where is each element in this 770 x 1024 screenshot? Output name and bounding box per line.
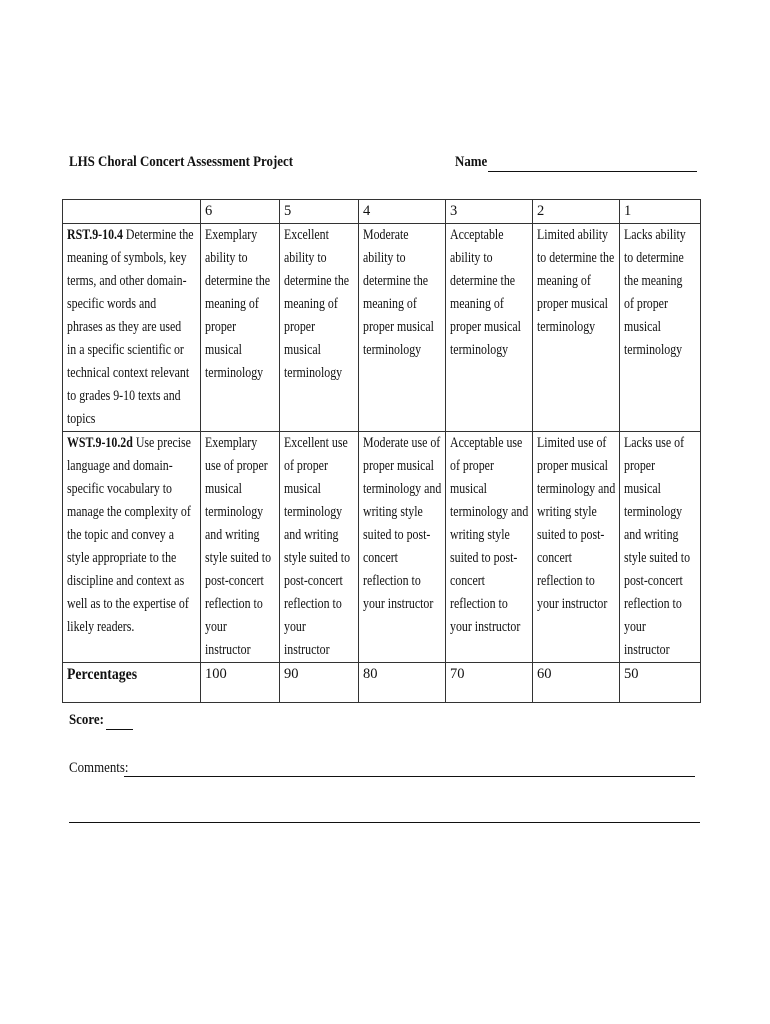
description-line: the topic and convey a xyxy=(67,527,174,543)
description-line: RST.9-10.4 Determine the xyxy=(67,227,194,243)
criteria-line: proper xyxy=(284,319,316,335)
rubric-row-rst xyxy=(63,224,701,432)
description-line: style appropriate to the xyxy=(67,550,177,566)
comments-label: Comments: xyxy=(69,760,129,776)
criteria-line: Limited use of xyxy=(537,435,607,451)
criteria-cell-5 xyxy=(280,224,359,432)
description-line: likely readers. xyxy=(67,619,135,635)
criteria-line: proper musical xyxy=(450,319,521,335)
criteria-line: style suited to xyxy=(205,550,272,566)
percentage-3: 70 xyxy=(446,663,533,703)
criteria-line: to determine xyxy=(624,250,684,266)
criteria-line: your xyxy=(205,619,227,635)
criteria-line: and writing xyxy=(624,527,679,543)
criteria-cell-2 xyxy=(533,432,620,663)
description-line: manage the complexity of xyxy=(67,504,191,520)
standard-description xyxy=(63,432,201,663)
criteria-line: proper musical xyxy=(537,458,608,474)
score-header-row xyxy=(63,200,701,224)
header-empty-cell xyxy=(63,200,201,224)
percentages-row xyxy=(63,663,701,703)
criteria-line: Exemplary xyxy=(205,227,258,243)
criteria-line: your xyxy=(624,619,646,635)
percentage-5: 90 xyxy=(280,663,359,703)
criteria-line: terminology and xyxy=(363,481,442,497)
description-line: WST.9-10.2d Use precise xyxy=(67,435,191,451)
criteria-line: terminology xyxy=(624,504,683,520)
criteria-line: terminology xyxy=(363,342,422,358)
description-line: specific vocabulary to xyxy=(67,481,172,497)
criteria-line: determine the xyxy=(450,273,516,289)
name-label: Name xyxy=(455,154,488,170)
criteria-line: your instructor xyxy=(363,596,434,612)
criteria-line: of proper xyxy=(624,296,668,312)
description-line: terms, and other domain- xyxy=(67,273,187,289)
criteria-line: post-concert xyxy=(284,573,343,589)
criteria-line: musical xyxy=(624,319,661,335)
description-line: to grades 9-10 texts and xyxy=(67,388,181,404)
criteria-line: your instructor xyxy=(537,596,608,612)
score-header-2: 2 xyxy=(533,200,620,224)
criteria-line: terminology xyxy=(537,319,596,335)
comments-input-line[interactable] xyxy=(124,776,695,777)
criteria-line: proper xyxy=(205,319,237,335)
criteria-line: Lacks use of xyxy=(624,435,685,451)
criteria-line: reflection to xyxy=(450,596,508,612)
criteria-line: terminology xyxy=(205,365,264,381)
criteria-line: style suited to xyxy=(284,550,351,566)
criteria-line: proper musical xyxy=(537,296,608,312)
criteria-line: musical xyxy=(205,342,242,358)
criteria-line: Acceptable xyxy=(450,227,504,243)
criteria-line: musical xyxy=(284,342,321,358)
criteria-line: post-concert xyxy=(624,573,683,589)
criteria-cell-4 xyxy=(359,432,446,663)
criteria-line: concert xyxy=(450,573,485,589)
criteria-line: the meaning xyxy=(624,273,683,289)
description-line: meaning of symbols, key xyxy=(67,250,187,266)
criteria-line: of proper xyxy=(450,458,494,474)
criteria-line: reflection to xyxy=(284,596,342,612)
criteria-line: to determine the xyxy=(537,250,615,266)
score-input-line[interactable] xyxy=(106,729,133,730)
criteria-line: proper xyxy=(624,458,656,474)
description-line: in a specific scientific or xyxy=(67,342,184,358)
standard-code: WST.9-10.2d xyxy=(67,435,133,451)
criteria-cell-4 xyxy=(359,224,446,432)
criteria-line: terminology xyxy=(450,342,509,358)
criteria-line: meaning of xyxy=(205,296,259,312)
description-line: discipline and context as xyxy=(67,573,185,589)
criteria-line: meaning of xyxy=(284,296,338,312)
score-header-5: 5 xyxy=(280,200,359,224)
criteria-line: writing style xyxy=(363,504,423,520)
criteria-line: concert xyxy=(363,550,398,566)
criteria-line: musical xyxy=(205,481,242,497)
score-header-3: 3 xyxy=(446,200,533,224)
criteria-line: instructor xyxy=(624,642,670,658)
criteria-cell-5 xyxy=(280,432,359,663)
percentage-1: 50 xyxy=(620,663,701,703)
criteria-line: meaning of xyxy=(537,273,591,289)
page-title: LHS Choral Concert Assessment Project xyxy=(69,154,294,170)
criteria-line: concert xyxy=(537,550,572,566)
criteria-line: meaning of xyxy=(450,296,504,312)
criteria-line: reflection to xyxy=(624,596,682,612)
criteria-line: suited to post- xyxy=(363,527,431,543)
criteria-line: proper musical xyxy=(363,458,434,474)
criteria-line: suited to post- xyxy=(450,550,518,566)
criteria-line: Excellent xyxy=(284,227,329,243)
criteria-cell-6 xyxy=(201,432,280,663)
description-line: technical context relevant xyxy=(67,365,190,381)
criteria-line: determine the xyxy=(284,273,350,289)
comments-input-line-2[interactable] xyxy=(69,822,700,823)
criteria-line: terminology and xyxy=(450,504,529,520)
criteria-line: Acceptable use xyxy=(450,435,523,451)
score-label: Score: xyxy=(69,712,104,728)
criteria-line: ability to xyxy=(284,250,327,266)
rubric-table xyxy=(62,199,701,703)
standard-code: RST.9-10.4 xyxy=(67,227,123,243)
criteria-line: proper musical xyxy=(363,319,434,335)
criteria-cell-3 xyxy=(446,224,533,432)
description-line: well as to the expertise of xyxy=(67,596,189,612)
criteria-cell-1 xyxy=(620,432,701,663)
criteria-line: determine the xyxy=(205,273,271,289)
criteria-line: ability to xyxy=(205,250,248,266)
criteria-line: terminology xyxy=(284,504,343,520)
criteria-line: your xyxy=(284,619,306,635)
criteria-line: your instructor xyxy=(450,619,521,635)
criteria-cell-6 xyxy=(201,224,280,432)
criteria-line: writing style xyxy=(537,504,597,520)
criteria-line: Moderate xyxy=(363,227,409,243)
criteria-cell-2 xyxy=(533,224,620,432)
criteria-line: suited to post- xyxy=(537,527,605,543)
criteria-line: instructor xyxy=(284,642,330,658)
criteria-line: terminology xyxy=(624,342,683,358)
criteria-line: style suited to xyxy=(624,550,691,566)
description-line: language and domain- xyxy=(67,458,173,474)
criteria-line: Moderate use of xyxy=(363,435,441,451)
description-line: phrases as they are used xyxy=(67,319,182,335)
criteria-line: reflection to xyxy=(205,596,263,612)
criteria-cell-1 xyxy=(620,224,701,432)
criteria-line: reflection to xyxy=(537,573,595,589)
standard-description xyxy=(63,224,201,432)
criteria-line: terminology xyxy=(205,504,264,520)
criteria-line: terminology and xyxy=(537,481,616,497)
description-line: specific words and xyxy=(67,296,157,312)
criteria-line: musical xyxy=(284,481,321,497)
name-input-line[interactable] xyxy=(488,171,697,172)
criteria-line: meaning of xyxy=(363,296,417,312)
criteria-line: musical xyxy=(450,481,487,497)
criteria-line: determine the xyxy=(363,273,429,289)
criteria-line: ability to xyxy=(450,250,493,266)
criteria-line: of proper xyxy=(284,458,328,474)
criteria-line: terminology xyxy=(284,365,343,381)
percentage-4: 80 xyxy=(359,663,446,703)
criteria-line: reflection to xyxy=(363,573,421,589)
percentage-2: 60 xyxy=(533,663,620,703)
criteria-line: post-concert xyxy=(205,573,264,589)
score-header-1: 1 xyxy=(620,200,701,224)
score-header-4: 4 xyxy=(359,200,446,224)
criteria-line: Exemplary xyxy=(205,435,258,451)
criteria-line: writing style xyxy=(450,527,510,543)
criteria-line: and writing xyxy=(284,527,339,543)
criteria-line: ability to xyxy=(363,250,406,266)
criteria-line: and writing xyxy=(205,527,260,543)
percentage-6: 100 xyxy=(201,663,280,703)
criteria-line: musical xyxy=(624,481,661,497)
criteria-line: Limited ability xyxy=(537,227,609,243)
criteria-cell-3 xyxy=(446,432,533,663)
percentages-label: Percentages xyxy=(63,663,201,703)
description-line: topics xyxy=(67,411,96,427)
criteria-line: Excellent use xyxy=(284,435,348,451)
criteria-line: use of proper xyxy=(205,458,268,474)
rubric-row-wst xyxy=(63,432,701,663)
criteria-line: instructor xyxy=(205,642,251,658)
score-header-6: 6 xyxy=(201,200,280,224)
criteria-line: Lacks ability xyxy=(624,227,686,243)
